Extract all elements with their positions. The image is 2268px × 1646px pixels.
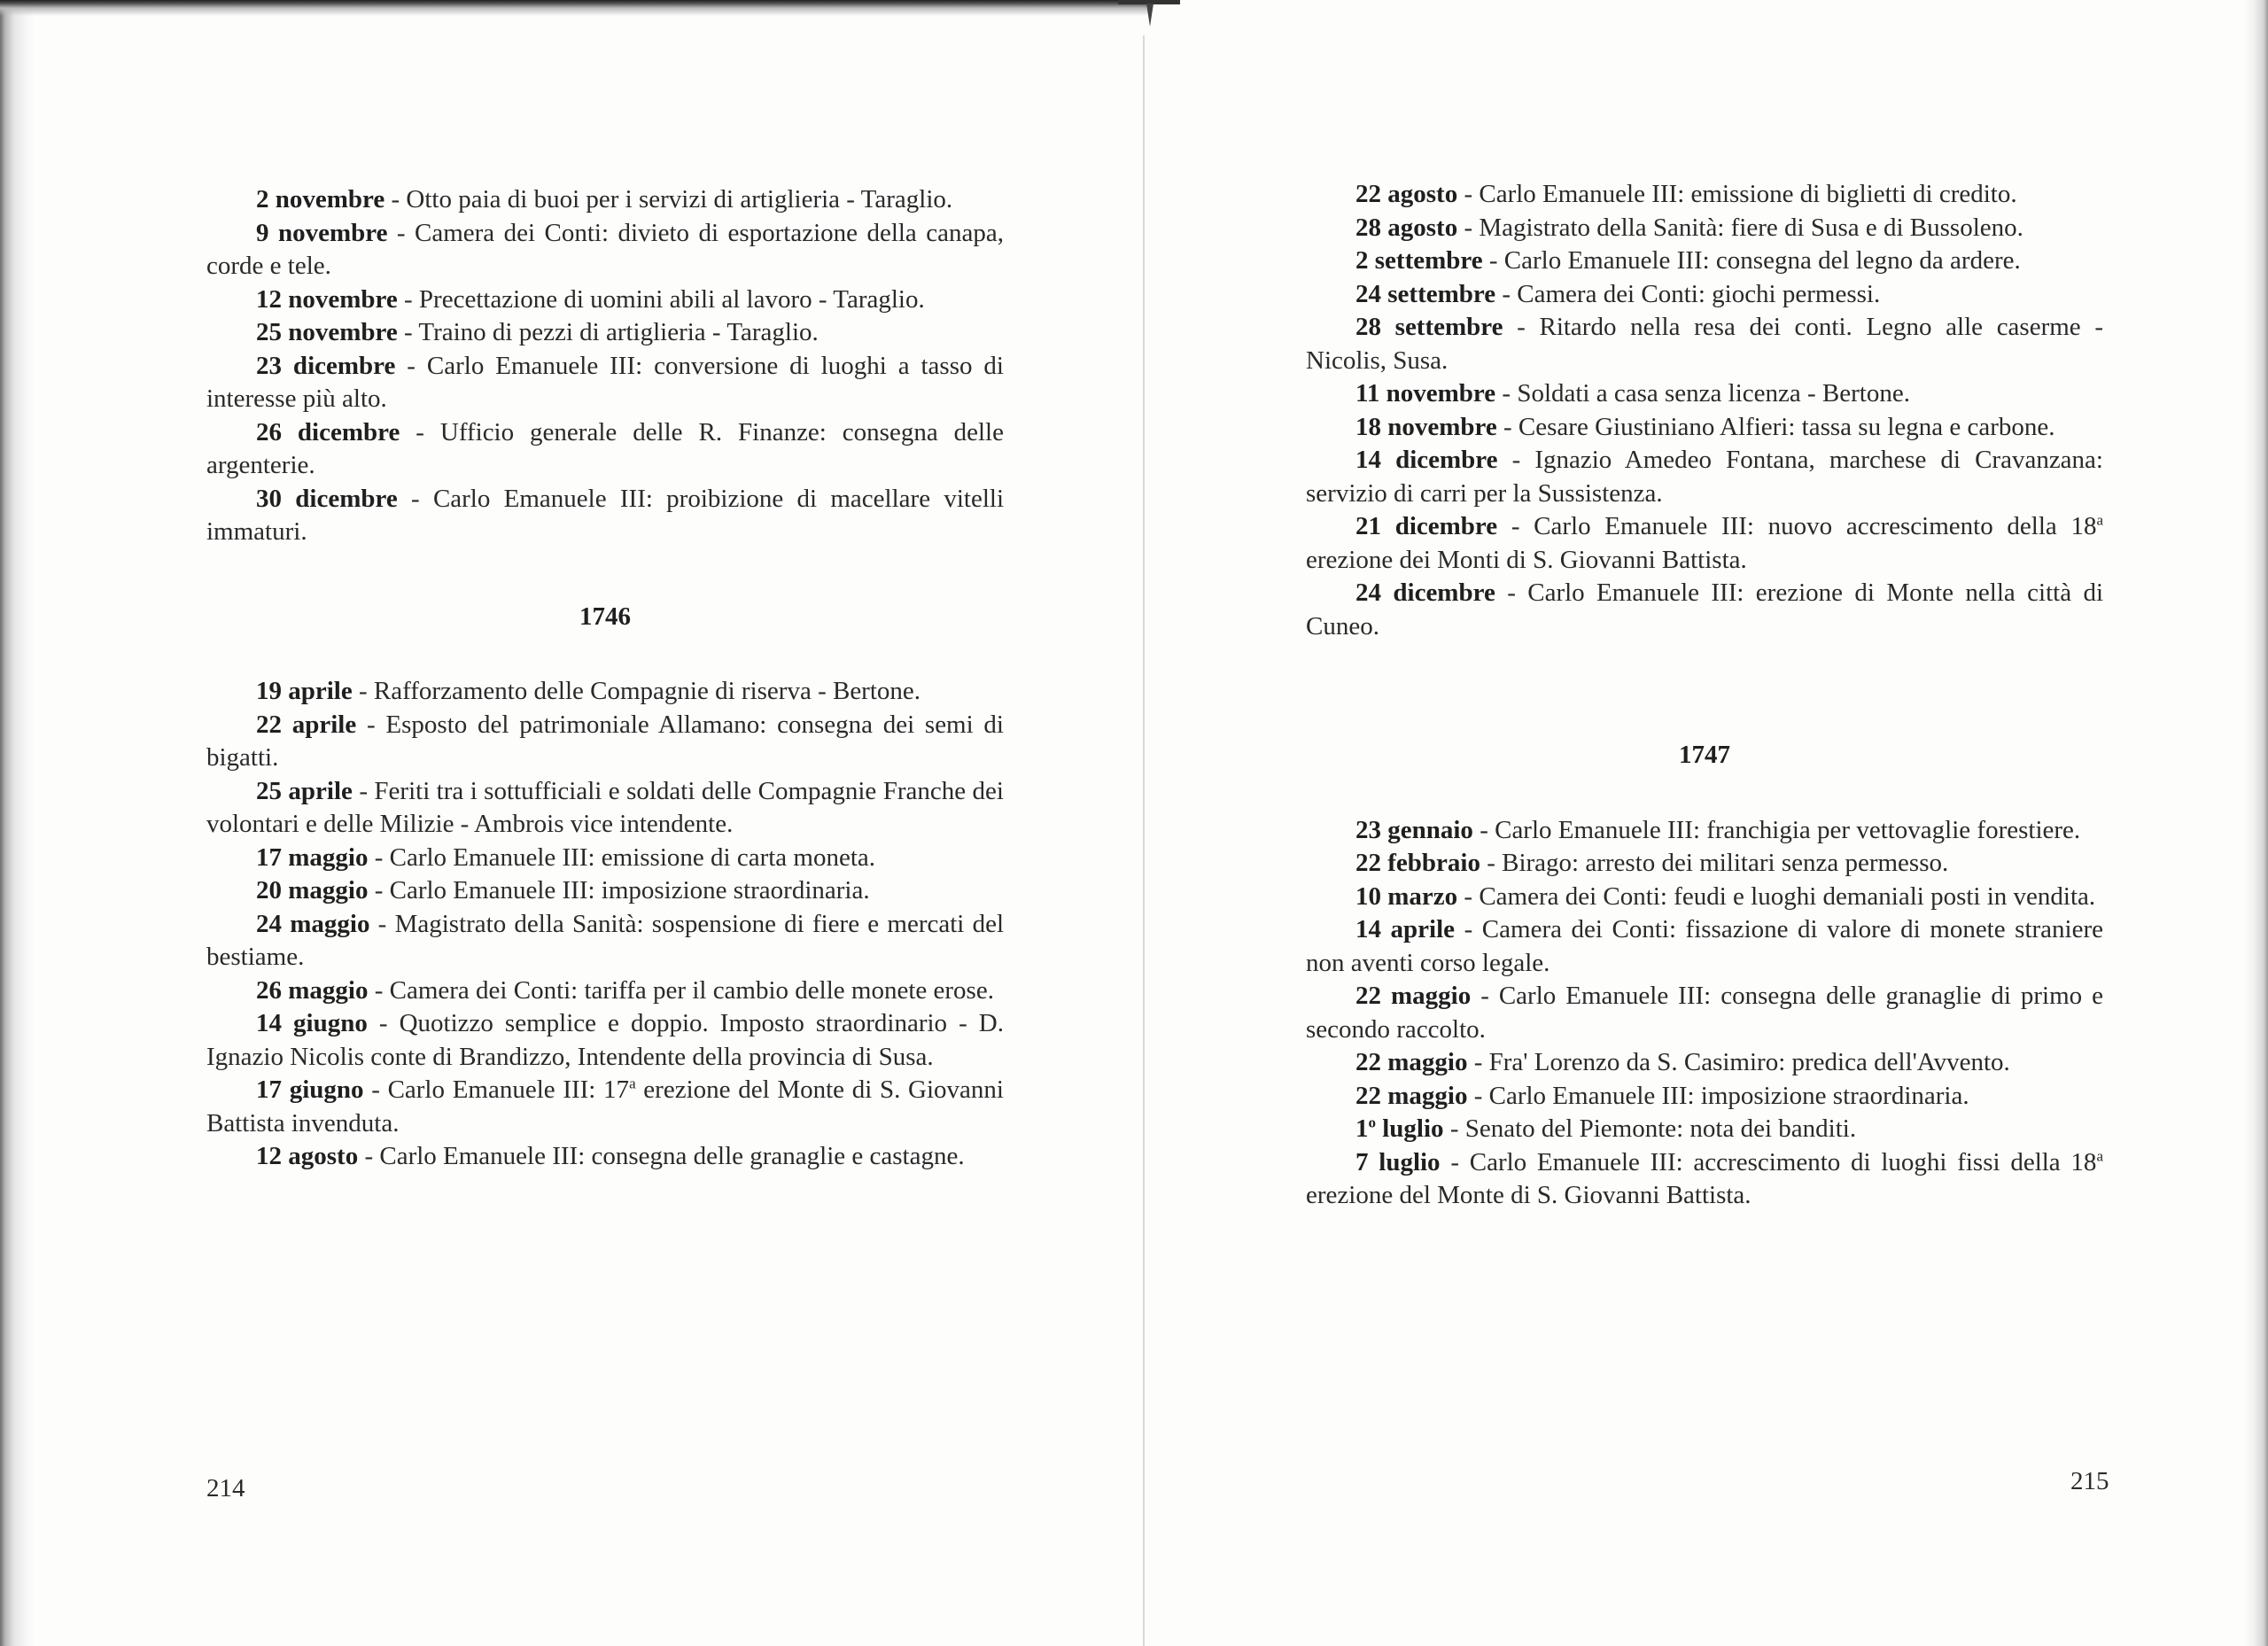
entry-date: 25 aprile <box>256 776 353 805</box>
chronology-entry <box>1306 444 2103 510</box>
bookmark-ribbon <box>1118 0 1180 11</box>
chronology-entry <box>1306 510 2103 577</box>
entry-text: - Magistrato della Sanità: sospensione di fiere e mercati del bestiame. <box>206 909 1004 971</box>
entry-text: - Quotizzo semplice e doppio. Imposto straordinario - D. Ignazio Nicolis conte di Brandizzo, Intendente della provincia di Susa. <box>206 1009 1004 1071</box>
entry-date: 24 settembre <box>1355 279 1496 308</box>
chronology-entry <box>206 974 1004 1008</box>
entry-text: - Carlo Emanuele III: imposizione straordinaria. <box>368 876 870 905</box>
entry-text: - Carlo Emanuele III: consegna delle granaglie di primo e secondo raccolto. <box>1306 982 2103 1044</box>
entry-date: 26 maggio <box>256 975 369 1005</box>
entry-text: - Magistrato della Sanità: fiere di Susa e di Bussoleno. <box>1457 213 2023 242</box>
chronology-entry <box>1306 212 2103 245</box>
ordinal-superscript: o <box>1368 1114 1376 1131</box>
chronology-entry <box>1306 1046 2103 1080</box>
entry-date: 2 settembre <box>1355 246 1483 275</box>
entry-date: 19 aprile <box>256 677 353 705</box>
entry-date-month: luglio <box>1376 1114 1444 1143</box>
chronology-entry <box>1306 1113 2103 1146</box>
entry-date: 25 novembre <box>256 318 398 346</box>
right-page-text <box>1306 178 2103 1213</box>
entry-date: 23 gennaio <box>1355 815 1473 844</box>
entry-date: 22 maggio <box>1355 1048 1468 1076</box>
entry-date-number: 1 <box>1355 1114 1369 1143</box>
entry-date: 14 dicembre <box>1355 446 1498 474</box>
entry-text: - Carlo Emanuele III: emissione di carta moneta. <box>368 842 876 872</box>
entry-text: - Camera dei Conti: divieto di esportazione della canapa, corde e tele. <box>206 218 1004 280</box>
entry-date: 22 febbraio <box>1355 849 1480 877</box>
chronology-entry <box>206 183 1004 217</box>
chronology-entry <box>1306 1146 2103 1213</box>
entry-date: 17 giugno <box>256 1075 364 1104</box>
entry-text: - Ritardo nella resa dei conti. Legno alle caserme - Nicolis, Susa. <box>1306 313 2103 375</box>
entry-date: 9 novembre <box>256 218 388 247</box>
entry-text: - Soldati a casa senza licenza - Bertone. <box>1495 379 1910 408</box>
chronology-entry <box>206 842 1004 875</box>
entries-1746-continued <box>1306 178 2103 643</box>
entry-date: 12 agosto <box>256 1142 359 1170</box>
book-gutter <box>1143 35 1145 1646</box>
entry-text: - Carlo Emanuele III: nuovo accrescimento della 18 <box>1497 512 2097 540</box>
entry-text: - Traino di pezzi di artiglieria - Taraglio. <box>397 318 819 346</box>
entry-text: - Carlo Emanuele III: consegna del legno da ardere. <box>1482 246 2021 275</box>
chronology-entry <box>1306 278 2103 312</box>
entry-date: 20 maggio <box>256 876 369 905</box>
entry-text: - Carlo Emanuele III: accrescimento di luoghi fissi della 18 <box>1440 1147 2097 1176</box>
year-heading: 1747 <box>1679 741 1730 769</box>
left-page-text <box>206 183 1004 1174</box>
entry-text: - Ignazio Amedeo Fontana, marchese di Cravanzana: servizio di carri per la Sussistenza. <box>1306 446 2103 508</box>
entry-date: 14 aprile <box>1355 915 1456 943</box>
page-edge-shadow <box>2243 0 2268 1646</box>
entry-text: - Esposto del patrimoniale Allamano: consegna dei semi di bigatti. <box>206 710 1004 772</box>
chronology-entry <box>1306 913 2103 980</box>
chronology-entry <box>206 1074 1004 1140</box>
entry-text: - Ufficio generale delle R. Finanze: consegna delle argenterie. <box>206 417 1004 479</box>
entry-date: 12 novembre <box>256 284 398 314</box>
chronology-entry <box>1306 377 2103 411</box>
entry-date: 22 maggio <box>1355 982 1472 1010</box>
entry-date: 14 giugno <box>256 1009 368 1037</box>
page-number: 215 <box>2070 1467 2109 1495</box>
entry-date: 28 agosto <box>1355 213 1458 242</box>
chronology-entry <box>1306 1080 2103 1114</box>
page-top-edge <box>0 0 1148 16</box>
entry-date: 22 aprile <box>256 710 357 739</box>
entry-date: 24 maggio <box>256 909 370 938</box>
chronology-entry <box>206 316 1004 350</box>
entry-text: - Cesare Giustiniano Alfieri: tassa su legna e carbone. <box>1496 412 2055 441</box>
chronology-entry <box>1306 881 2103 914</box>
entry-text: - Carlo Emanuele III: consegna delle granaglie e castagne. <box>358 1142 965 1170</box>
entry-text: - Camera dei Conti: feudi e luoghi demaniali posti in vendita. <box>1457 881 2096 911</box>
entry-text: - Carlo Emanuele III: proibizione di macellare vitelli immaturi. <box>206 484 1004 546</box>
ordinal-superscript: a <box>2096 1146 2103 1164</box>
entry-text: - Camera dei Conti: giochi permessi. <box>1495 279 1881 308</box>
chronology-entry <box>206 483 1004 549</box>
entry-text: - Feriti tra i sottufficiali e soldati delle Compagnie Franche dei volontari e delle Milizie - Ambrois vice intendente. <box>206 776 1004 838</box>
entry-text: - Carlo Emanuele III: franchigia per vettovaglie forestiere. <box>1472 815 2081 844</box>
entry-date: 7 luglio <box>1355 1147 1441 1176</box>
entry-text: - Carlo Emanuele III: imposizione straordinaria. <box>1467 1081 1969 1110</box>
chronology-entry <box>206 709 1004 775</box>
entry-text-continued: erezione del Monte di S. Giovanni Battista. <box>1306 1181 1751 1209</box>
chronology-entry <box>1306 847 2103 881</box>
entry-date: 10 marzo <box>1355 881 1458 911</box>
page-number: 214 <box>206 1474 245 1502</box>
entry-date: 28 settembre <box>1355 313 1503 341</box>
chronology-entry <box>206 217 1004 283</box>
entry-text: - Birago: arresto dei militari senza permesso. <box>1480 849 1949 877</box>
ordinal-superscript: a <box>629 1075 636 1092</box>
entry-text: - Otto paia di buoi per i servizi di artiglieria - Taraglio. <box>384 185 953 214</box>
entry-text: - Rafforzamento delle Compagnie di riserva - Bertone. <box>352 677 921 705</box>
entry-date: 11 novembre <box>1355 379 1496 408</box>
entry-date: 23 dicembre <box>256 351 396 380</box>
chronology-entry <box>206 416 1004 483</box>
entries-1747 <box>1306 814 2103 1213</box>
entries-1746 <box>206 675 1004 1174</box>
entry-date: 30 dicembre <box>256 484 398 513</box>
ordinal-superscript: a <box>2096 511 2104 529</box>
entry-date: 17 maggio <box>256 842 369 872</box>
chronology-entry <box>206 1140 1004 1174</box>
entry-text: - Carlo Emanuele III: conversione di luoghi a tasso di interesse più alto. <box>206 351 1004 413</box>
entry-text: - Carlo Emanuele III: 17 <box>363 1075 630 1104</box>
entry-date: 2 novembre <box>256 185 385 214</box>
entry-text: - Camera dei Conti: fissazione di valore di monete straniere non aventi corso legale. <box>1306 915 2103 977</box>
year-heading: 1746 <box>579 602 631 631</box>
entry-text: - Senato del Piemonte: nota dei banditi. <box>1443 1114 1857 1143</box>
entry-date: 22 agosto <box>1355 180 1458 208</box>
entry-text: - Carlo Emanuele III: emissione di biglietti di credito. <box>1457 180 2017 208</box>
chronology-entry <box>1306 178 2103 212</box>
chronology-entry <box>1306 814 2103 848</box>
chronology-entry <box>1306 311 2103 377</box>
entry-text-continued: erezione del Monte di S. Giovanni Battista invenduta. <box>206 1075 1004 1137</box>
chronology-entry <box>1306 245 2103 278</box>
chronology-entry <box>206 350 1004 416</box>
entry-date: 22 maggio <box>1355 1081 1468 1110</box>
entry-text: - Camera dei Conti: tariffa per il cambio delle monete erose. <box>368 975 994 1005</box>
entry-date: 26 dicembre <box>256 417 400 446</box>
entry-date: 18 novembre <box>1355 412 1497 441</box>
chronology-entry <box>206 908 1004 974</box>
chronology-entry <box>206 283 1004 317</box>
entry-text: - Carlo Emanuele III: erezione di Monte nella città di Cuneo. <box>1306 578 2104 641</box>
page-edge-shadow <box>0 0 35 1646</box>
entry-date <box>1355 1114 1444 1143</box>
chronology-entry <box>1306 980 2103 1046</box>
chronology-entry <box>206 1007 1004 1074</box>
entry-text-continued: erezione dei Monti di S. Giovanni Battista. <box>1306 545 1747 574</box>
entry-date: 24 dicembre <box>1355 578 1495 607</box>
entry-text: - Precettazione di uomini abili al lavoro - Taraglio. <box>397 284 925 314</box>
chronology-entry <box>1306 577 2103 643</box>
entries-1745 <box>206 183 1004 549</box>
entry-date: 21 dicembre <box>1355 512 1498 540</box>
chronology-entry <box>206 675 1004 709</box>
chronology-entry <box>206 775 1004 842</box>
chronology-entry <box>1306 411 2103 445</box>
chronology-entry <box>206 874 1004 908</box>
entry-text: - Fra' Lorenzo da S. Casimiro: predica dell'Avvento. <box>1467 1048 2010 1076</box>
